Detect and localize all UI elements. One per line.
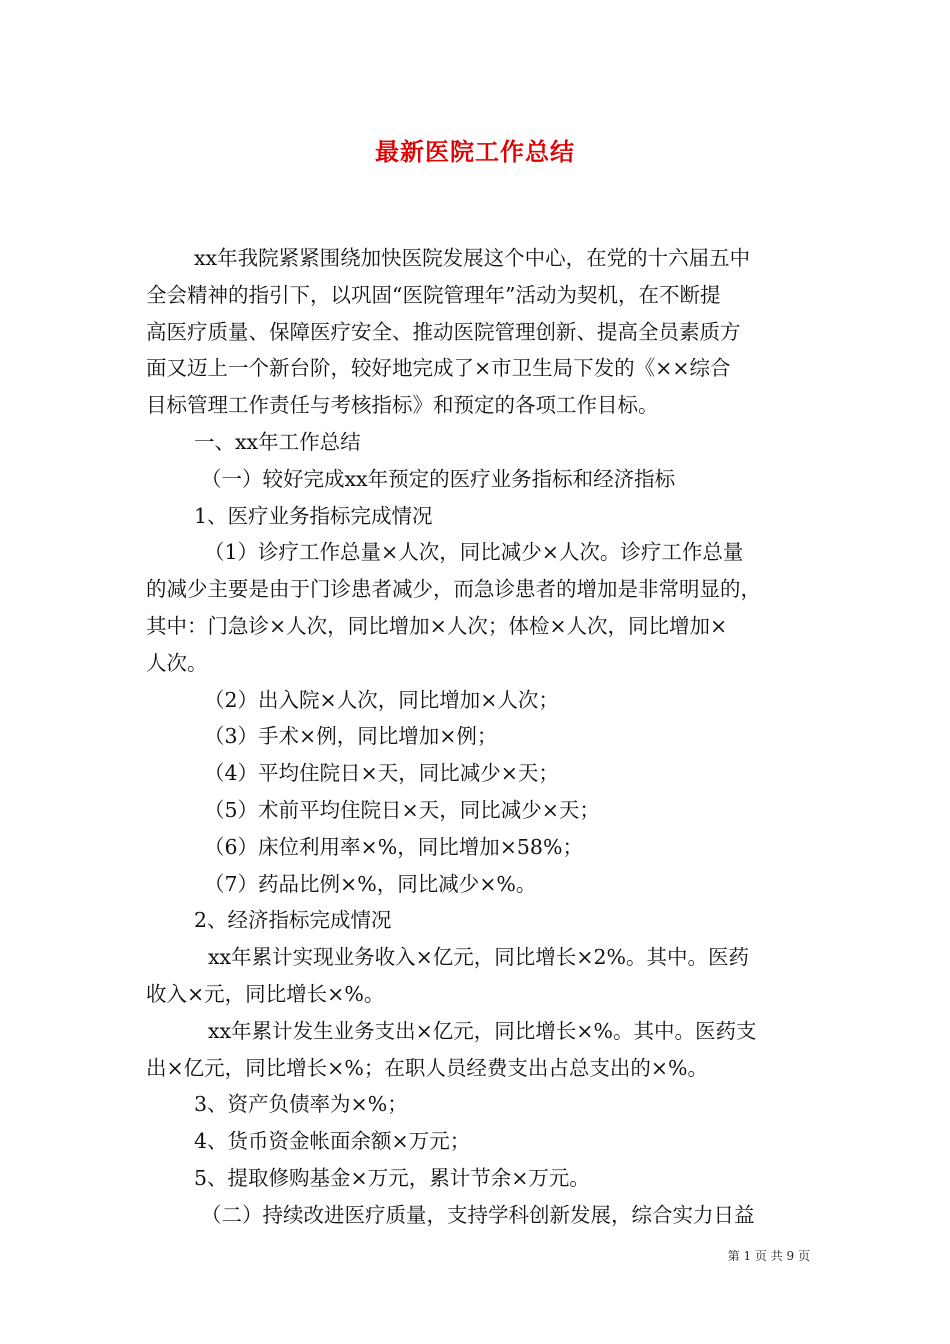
list-item: （3）手术×例，同比增加×例； (204, 724, 498, 749)
paragraph-line: 收入×元，同比增长×%。 (146, 981, 385, 1006)
subheading-line: 1、医疗业务指标完成情况 (194, 503, 433, 528)
paragraph-line: 出×亿元，同比增长×%；在职人员经费支出占总支出的×%。 (146, 1055, 708, 1080)
list-item: 5、提取修购基金×万元，累计节余×万元。 (194, 1165, 590, 1190)
paragraph-line: xx年累计发生业务支出×亿元，同比增长×%。其中。医药支 (208, 1018, 757, 1043)
list-item: （7）药品比例×%，同比减少×%。 (204, 871, 537, 896)
paragraph-line: 的减少主要是由于门诊患者减少，而急诊患者的增加是非常明显的， (146, 577, 761, 602)
list-item: 4、货币资金帐面余额×万元； (194, 1129, 471, 1154)
paragraph-line: xx年累计实现业务收入×亿元，同比增长×2%。其中。医药 (208, 945, 749, 970)
paragraph-line: 高医疗质量、保障医疗安全、推动医院管理创新、提高全员素质方 (146, 319, 741, 344)
paragraph-line: 面又迈上一个新台阶，较好地完成了×市卫生局下发的《××综合 (146, 356, 731, 381)
document-title: 最新医院工作总结 (375, 137, 575, 166)
list-item: （5）术前平均住院日×天，同比减少×天； (204, 797, 600, 822)
document-body (146, 240, 810, 1234)
paragraph-line: xx年我院紧紧围绕加快医院发展这个中心，在党的十六届五中 (194, 246, 751, 270)
subsection-heading: （一）较好完成xx年预定的医疗业务指标和经济指标 (201, 466, 676, 491)
list-item: 3、资产负债率为×%； (194, 1092, 408, 1117)
list-item: （4）平均住院日×天，同比减少×天； (204, 761, 559, 786)
paragraph-line: 目标管理工作责任与考核指标》和预定的各项工作目标。 (146, 393, 659, 418)
list-item: （6）床位利用率×%，同比增加×58%； (204, 834, 583, 859)
paragraph-line: （1）诊疗工作总量×人次，同比减少×人次。诊疗工作总量 (204, 540, 744, 565)
paragraph-line: 人次。 (146, 650, 208, 675)
subheading-line: 2、经济指标完成情况 (194, 908, 392, 933)
list-item: （2）出入院×人次，同比增加×人次； (204, 687, 559, 712)
paragraph-line: 全会精神的指引下，以巩固“医院管理年”活动为契机，在不断提 (146, 282, 721, 307)
section-heading: 一、xx年工作总结 (194, 429, 361, 454)
subsection-heading: （二）持续改进医疗质量，支持学科创新发展，综合实力日益 (201, 1202, 755, 1227)
paragraph-line: 其中：门急诊×人次，同比增加×人次；体检×人次，同比增加× (146, 613, 728, 638)
page-number: 第 1 页 共 9 页 (727, 1249, 810, 1263)
